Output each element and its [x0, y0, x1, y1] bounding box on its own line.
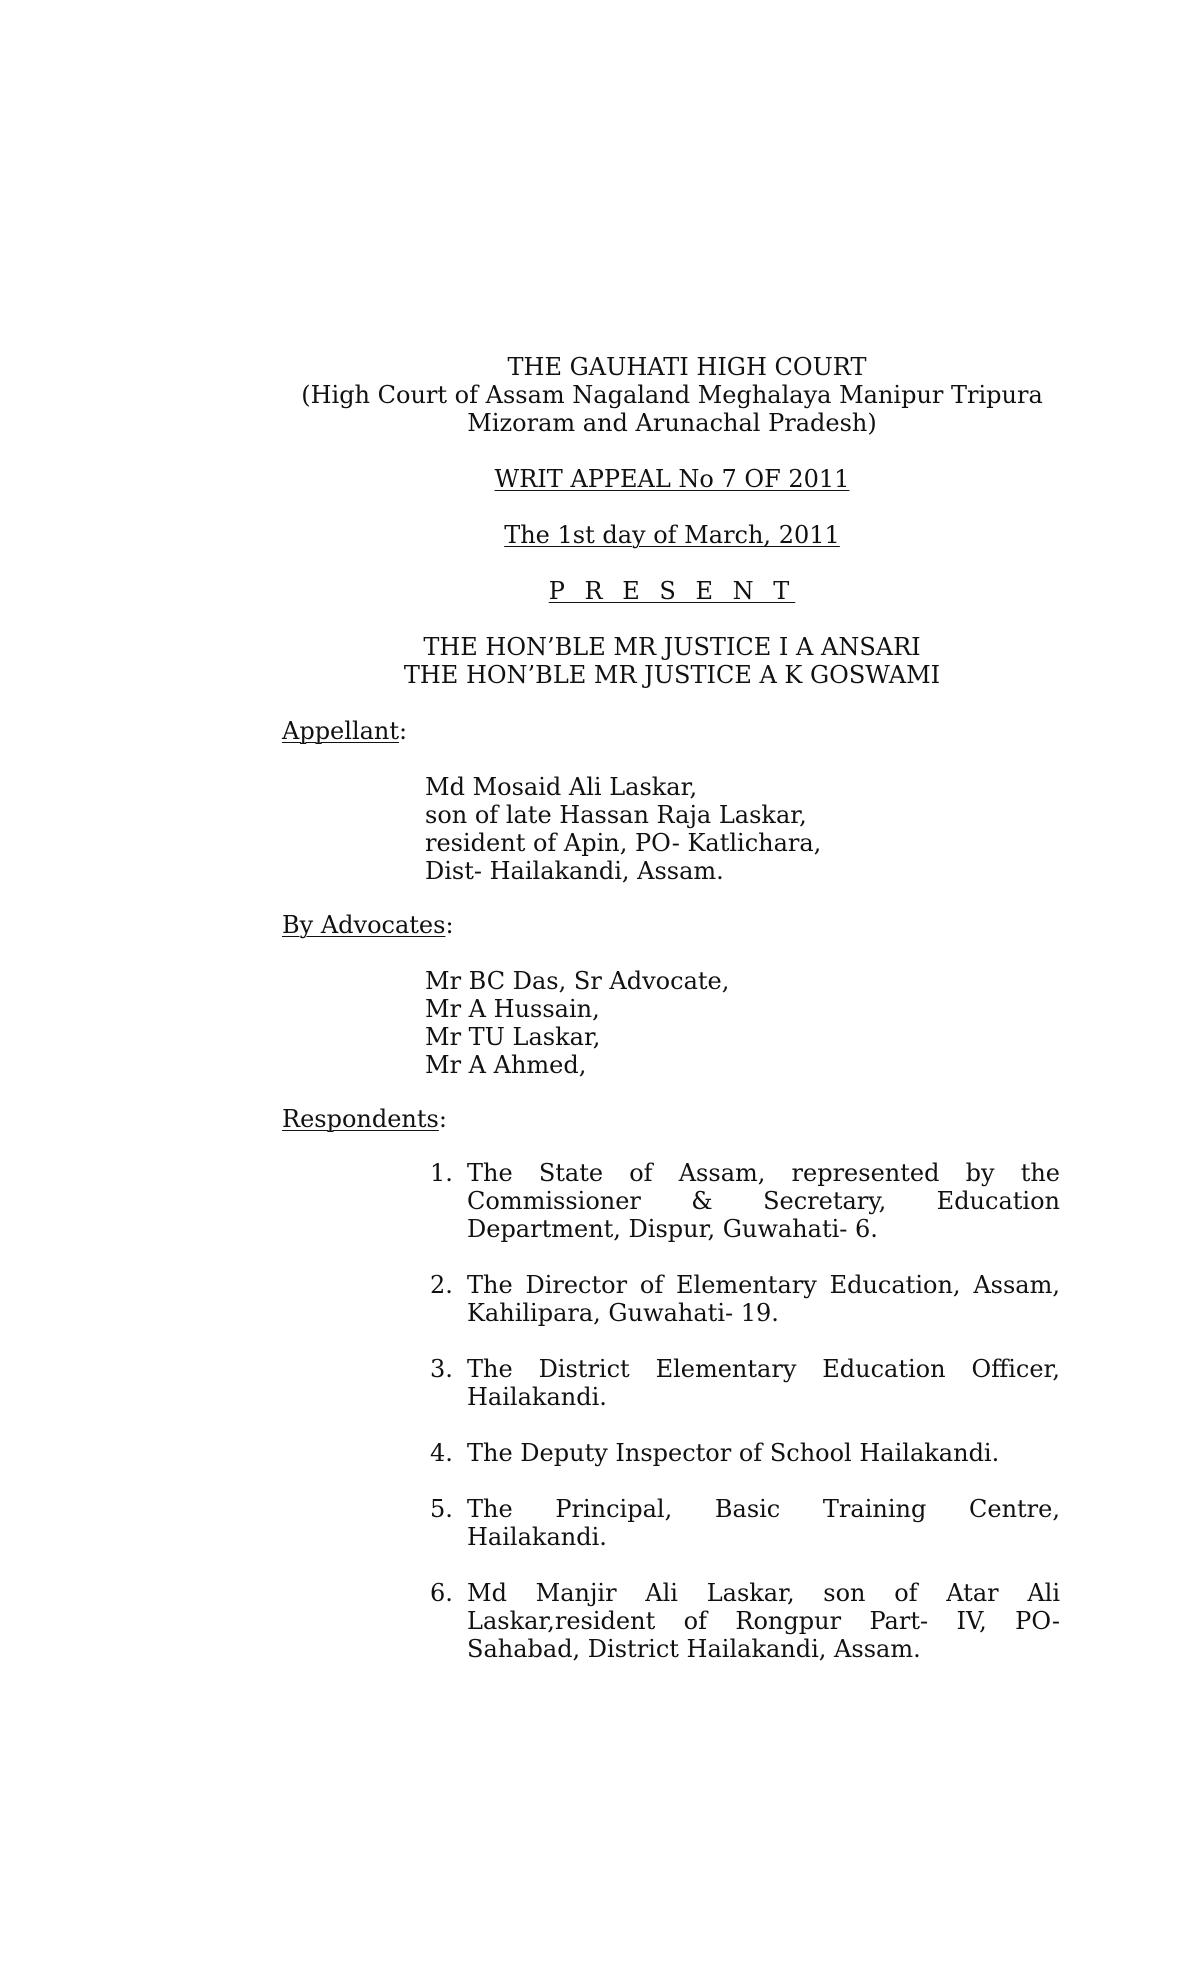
- respondents-label: Respondents: [282, 1105, 439, 1133]
- case-date-line: [282, 521, 1062, 549]
- case-date: The 1st day of March, 2011: [504, 521, 840, 549]
- respondent-number: 5.: [430, 1495, 453, 1523]
- respondent-text: The Director of Elementary Education, Assam, Kahilipara, Guwahati- 19.: [467, 1271, 1060, 1327]
- advocates-label: By Advocates: [282, 911, 446, 939]
- advocates-heading: By Advocates:: [282, 911, 454, 939]
- appellant-label: Appellant: [282, 717, 400, 745]
- respondent-item: [430, 1355, 1060, 1411]
- present-heading-line: [282, 577, 1062, 605]
- advocate-line: Mr A Hussain,: [425, 995, 600, 1023]
- appellant-heading: Appellant:: [282, 717, 408, 745]
- appellant-line: son of late Hassan Raja Laskar,: [425, 801, 807, 829]
- present-heading: P R E S E N T: [548, 577, 796, 605]
- respondent-item: [430, 1159, 1060, 1243]
- respondent-text: The State of Assam, represented by the Commissioner & Secretary, Education Department, Dispur, Guwahati- 6.: [467, 1159, 1060, 1243]
- respondent-text: Md Manjir Ali Laskar, son of Atar Ali Laskar,resident of Rongpur Part- IV, PO- Sahabad, District Hailakandi, Assam.: [467, 1579, 1060, 1663]
- advocate-line: Mr A Ahmed,: [425, 1051, 587, 1079]
- respondents-heading: Respondents:: [282, 1105, 447, 1133]
- respondent-text: The Deputy Inspector of School Hailakandi.: [467, 1439, 1000, 1467]
- bench: [282, 633, 1062, 689]
- respondent-text: The Principal, Basic Training Centre, Hailakandi.: [467, 1495, 1060, 1551]
- appellant-line: Dist- Hailakandi, Assam.: [425, 857, 724, 885]
- respondent-number: 6.: [430, 1579, 453, 1607]
- respondent-number: 4.: [430, 1439, 453, 1467]
- appellant-details: [425, 773, 821, 885]
- appellant-line: Md Mosaid Ali Laskar,: [425, 773, 698, 801]
- advocate-line: Mr BC Das, Sr Advocate,: [425, 967, 730, 995]
- respondent-number: 3.: [430, 1355, 453, 1383]
- advocate-line: Mr TU Laskar,: [425, 1023, 601, 1051]
- respondent-text: The District Elementary Education Officer, Hailakandi.: [467, 1355, 1060, 1411]
- case-number: WRIT APPEAL No 7 OF 2011: [494, 465, 850, 493]
- court-jurisdiction-line-1: (High Court of Assam Nagaland Meghalaya Manipur Tripura: [301, 381, 1043, 409]
- respondent-item: [430, 1495, 1060, 1551]
- case-number-line: [282, 465, 1062, 493]
- court-name: THE GAUHATI HIGH COURT: [507, 353, 867, 381]
- bench-judge-2: THE HON’BLE MR JUSTICE A K GOSWAMI: [403, 661, 941, 689]
- bench-judge-1: THE HON’BLE MR JUSTICE I A ANSARI: [423, 633, 921, 661]
- respondent-item: [430, 1271, 1060, 1327]
- respondent-number: 2.: [430, 1271, 453, 1299]
- respondent-item: [430, 1439, 1060, 1467]
- appellant-line: resident of Apin, PO- Katlichara,: [425, 829, 822, 857]
- court-jurisdiction-line-2: Mizoram and Arunachal Pradesh): [467, 409, 877, 437]
- respondents-list: [430, 1159, 1060, 1691]
- respondent-number: 1.: [430, 1159, 453, 1187]
- court-header: [282, 353, 1062, 437]
- advocates-list: [425, 967, 729, 1079]
- respondent-item: [430, 1579, 1060, 1663]
